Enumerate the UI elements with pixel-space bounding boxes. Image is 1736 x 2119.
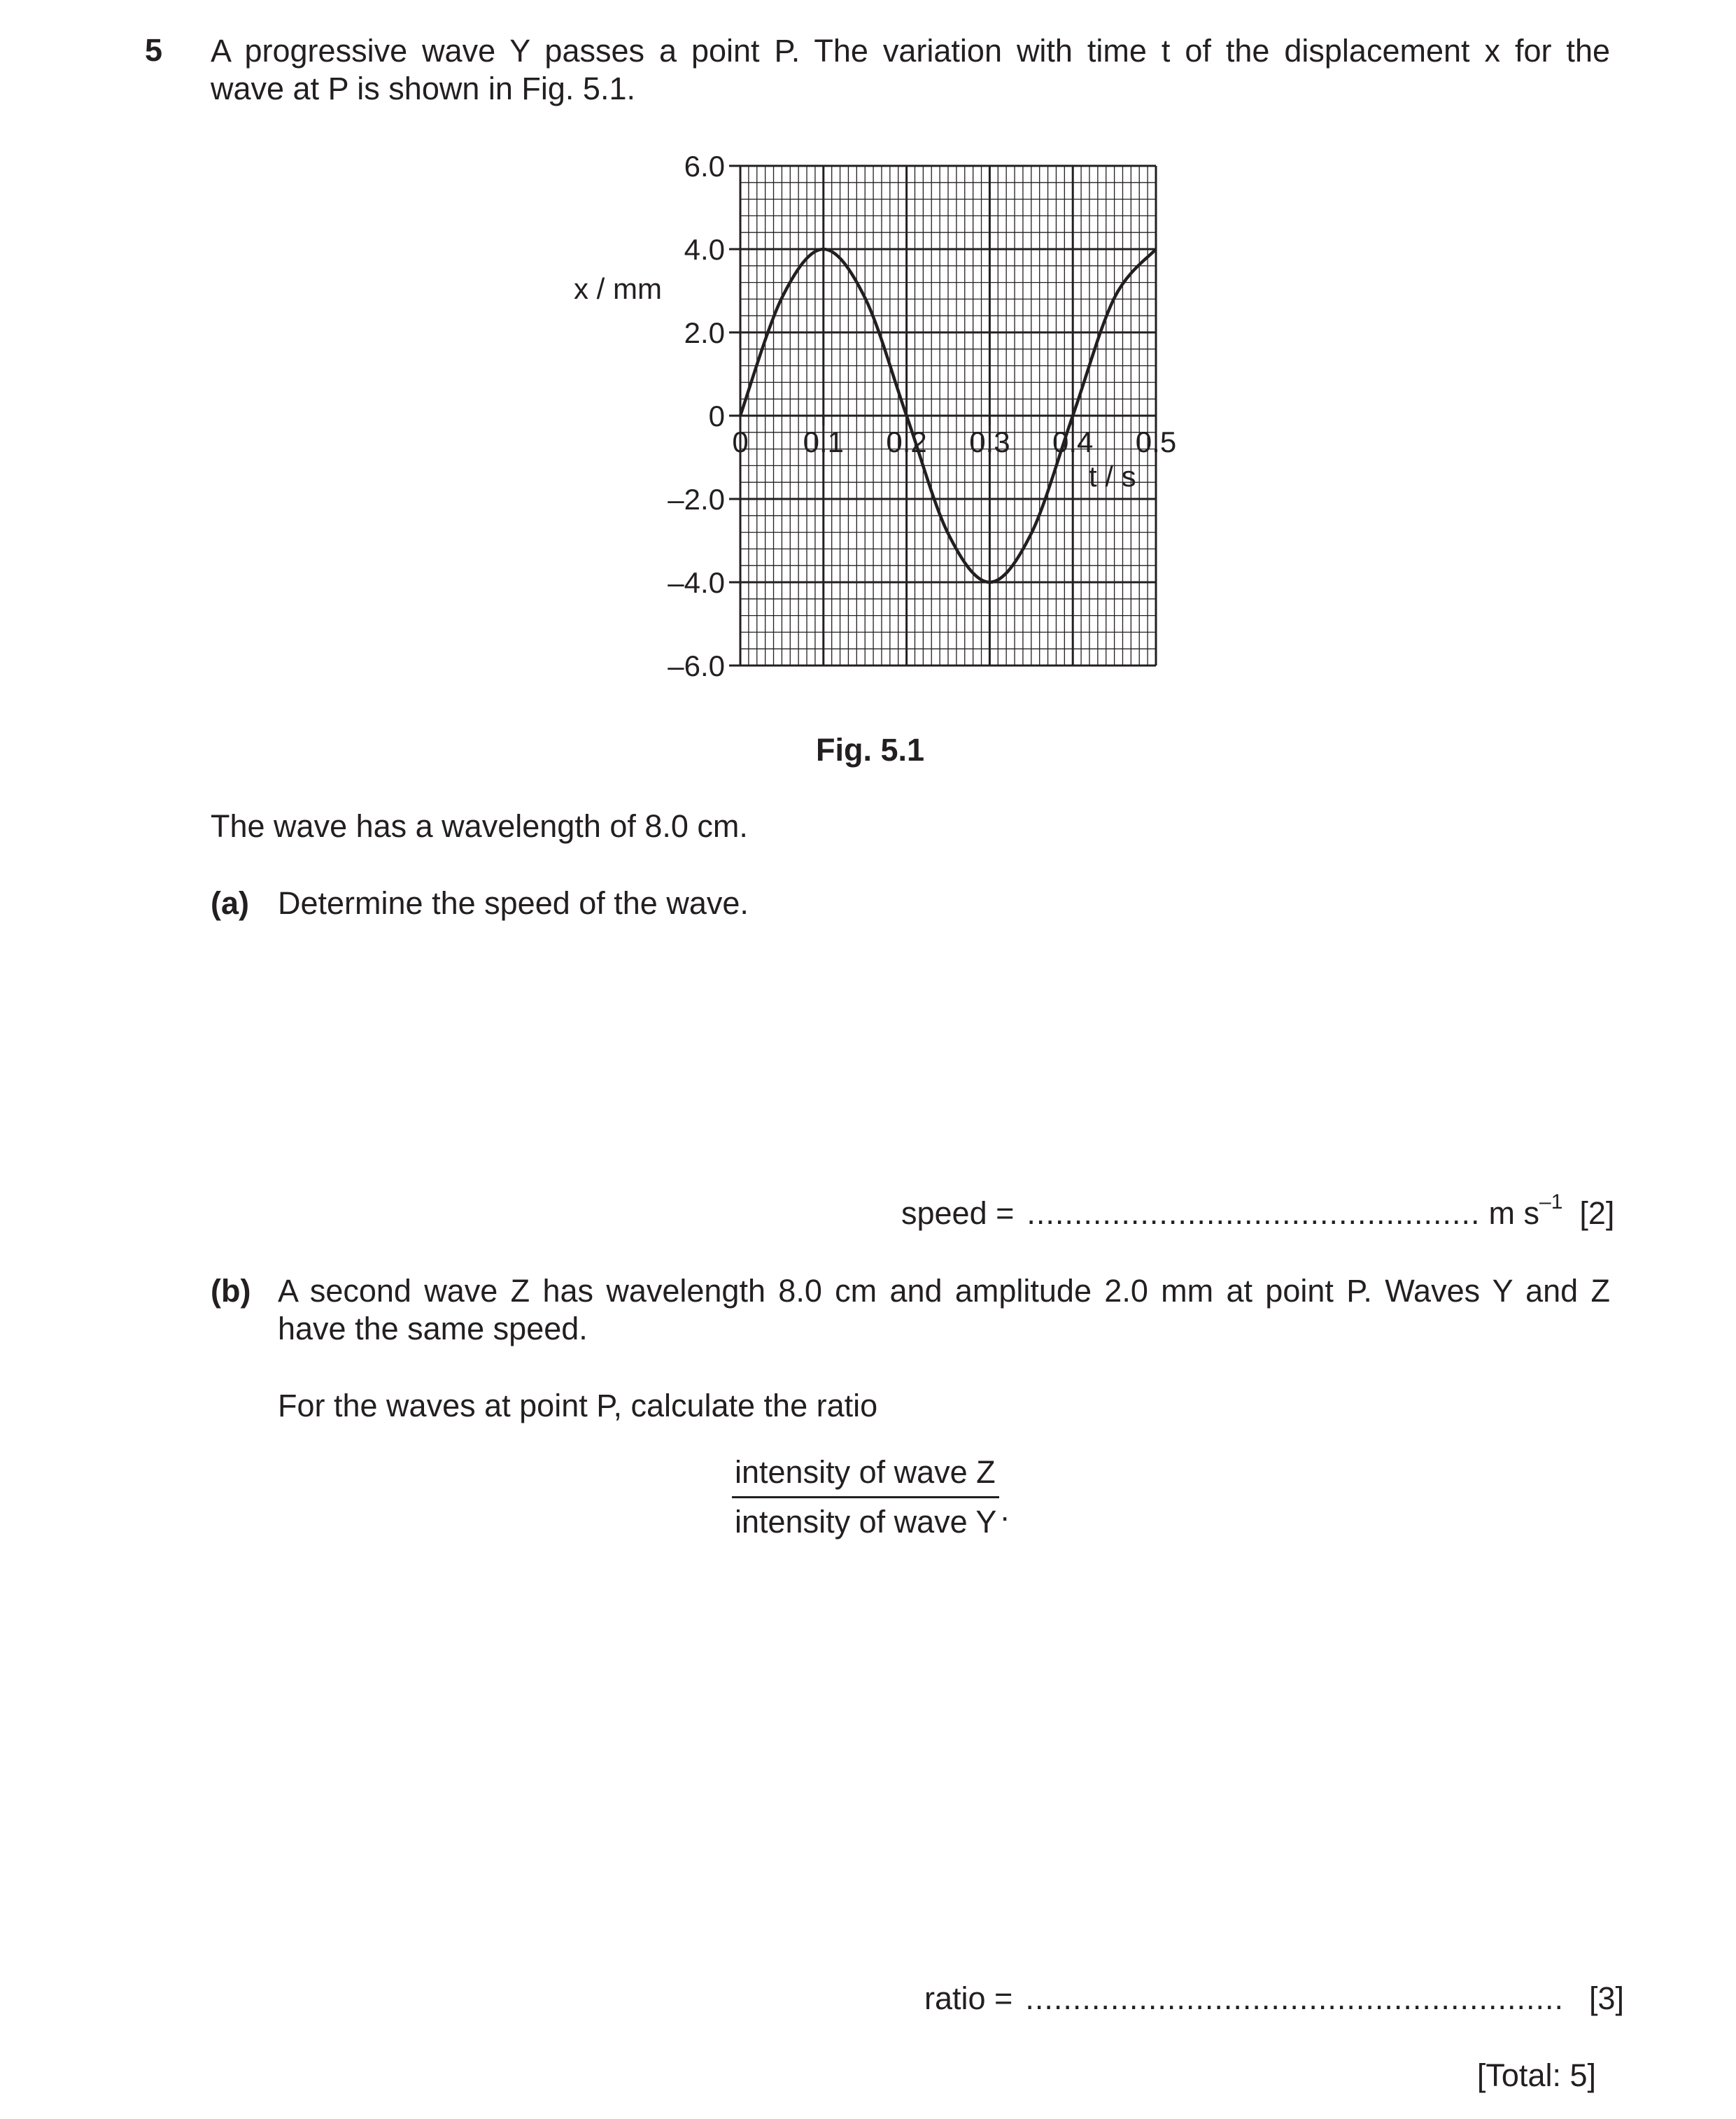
part-a-label: (a) bbox=[211, 885, 249, 921]
x-tick-label: 0.3 bbox=[969, 425, 1010, 458]
speed-answer-line bbox=[901, 1190, 1615, 1232]
speed-label: speed = bbox=[901, 1195, 1015, 1231]
stem-line-1: A progressive wave Y passes a point P. The variation with time t of the displacement x for the bbox=[211, 33, 1610, 69]
x-tick-label: 0.2 bbox=[886, 425, 927, 458]
part-b-instruction: For the waves at point P, calculate the ratio bbox=[278, 1388, 878, 1423]
y-tick-label: –2.0 bbox=[668, 483, 725, 516]
speed-answer-field[interactable]: ................................................ bbox=[1026, 1195, 1481, 1231]
speed-unit-exponent: –1 bbox=[1539, 1190, 1563, 1213]
part-b-marks: [3] bbox=[1588, 1980, 1625, 2016]
figure-caption: Fig. 5.1 bbox=[816, 732, 925, 768]
intensity-ratio-fraction bbox=[732, 1454, 1010, 1540]
ratio-answer-line bbox=[924, 1980, 1624, 2017]
x-tick-label: 0.5 bbox=[1135, 425, 1177, 458]
part-b-line-1 bbox=[211, 1272, 1610, 1310]
ratio-label: ratio = bbox=[924, 1980, 1013, 2016]
part-b-line-2: have the same speed. bbox=[278, 1311, 588, 1346]
part-a-text: Determine the speed of the wave. bbox=[278, 885, 749, 921]
speed-unit: m s bbox=[1488, 1195, 1540, 1231]
y-tick-label: –6.0 bbox=[668, 649, 725, 682]
total-marks: [Total: 5] bbox=[1476, 2057, 1596, 2093]
y-tick-label: 6.0 bbox=[684, 150, 725, 183]
y-tick-label: 2.0 bbox=[684, 316, 725, 349]
part-b-question bbox=[211, 1272, 1610, 1348]
part-a-marks: [2] bbox=[1579, 1195, 1615, 1231]
part-b-line-1-text: A second wave Z has wavelength 8.0 cm and amplitude 2.0 mm at point P. Waves Y and Z bbox=[278, 1273, 1610, 1309]
x-axis-label: t / s bbox=[1089, 460, 1136, 493]
fraction-denominator: intensity of wave Y bbox=[735, 1504, 997, 1540]
question-number: 5 bbox=[145, 32, 163, 68]
part-b-label: (b) bbox=[211, 1273, 251, 1309]
y-tick-label: 0 bbox=[708, 400, 725, 432]
y-tick-label: 4.0 bbox=[684, 233, 725, 266]
fraction-numerator: intensity of wave Z bbox=[732, 1454, 999, 1498]
stem-line-2: wave at P is shown in Fig. 5.1. bbox=[211, 71, 635, 106]
y-axis-label: x / mm bbox=[574, 272, 662, 305]
x-tick-label: 0.4 bbox=[1052, 425, 1094, 458]
x-tick-label: 0 bbox=[732, 425, 749, 458]
ratio-answer-field[interactable]: ......................................................... bbox=[1025, 1980, 1564, 2016]
displacement-time-graph bbox=[0, 0, 1736, 728]
wavelength-statement: The wave has a wavelength of 8.0 cm. bbox=[211, 808, 748, 844]
x-tick-label: 0.1 bbox=[803, 425, 844, 458]
part-a-question bbox=[211, 885, 749, 922]
fraction-period: . bbox=[1000, 1492, 1010, 1528]
y-tick-label: –4.0 bbox=[668, 566, 725, 599]
